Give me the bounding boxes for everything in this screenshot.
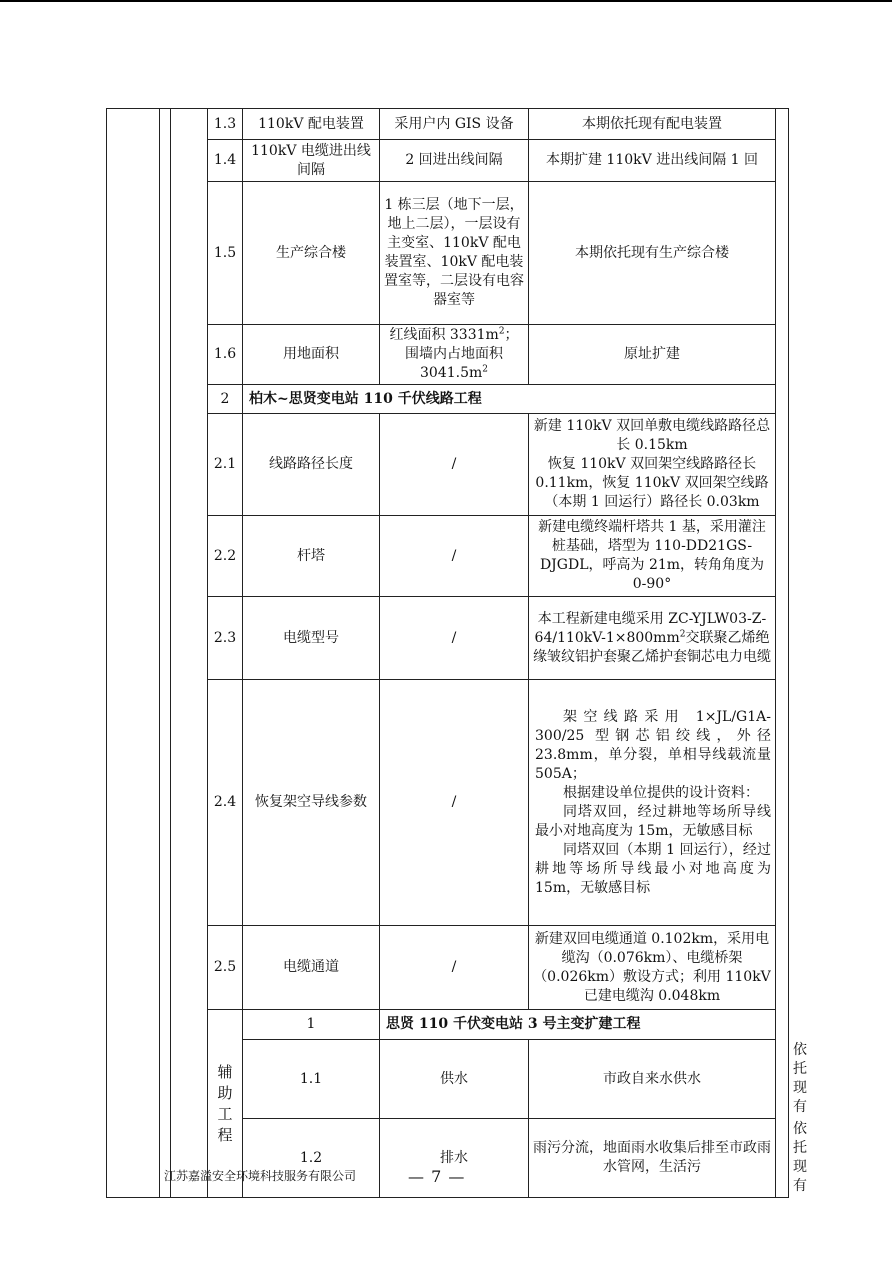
item-name: 供水 bbox=[380, 1040, 529, 1119]
row-number: 1.3 bbox=[208, 109, 243, 140]
plan-content bbox=[529, 414, 776, 516]
plan-content: 新建双回电缆通道 0.102km，采用电缆沟（0.076km）、电缆桥架（0.026km）敷设方式；利用 110kV 已建电缆沟 0.048km bbox=[529, 926, 776, 1010]
plan-content bbox=[529, 597, 776, 680]
item-name: 排水 bbox=[380, 1119, 529, 1198]
table-row: 1.1 供水 市政自来水供水 依托现有 bbox=[107, 1040, 789, 1119]
plan-paragraph: 根据建设单位提供的设计资料： bbox=[563, 784, 759, 801]
plan-content bbox=[529, 680, 776, 926]
superscript: 2 bbox=[679, 628, 686, 639]
cable-description: 交联聚乙烯绝缘皱纹铝护套聚乙烯护套铜芯电力电缆 bbox=[533, 629, 771, 665]
section-heading: 柏木~思贤变电站 110 千伏线路工程 bbox=[243, 385, 776, 414]
left-subcolumn-cell bbox=[160, 109, 171, 1198]
page-top-border bbox=[0, 0, 892, 2]
punct: ； bbox=[504, 327, 519, 343]
current-status bbox=[380, 325, 529, 385]
superscript: 2 bbox=[498, 326, 505, 337]
current-status: / bbox=[380, 516, 529, 597]
enclosed-area: 围墙内占地面积 3041.5m bbox=[405, 346, 503, 381]
item-name: 杆塔 bbox=[243, 516, 380, 597]
plan-content: 本期依托现有配电装置 bbox=[529, 109, 776, 140]
current-status: 雨污分流，地面雨水收集后排至市政雨水管网，生活污 bbox=[529, 1119, 776, 1198]
plan-content: 本期扩建 110kV 进出线间隔 1 回 bbox=[529, 140, 776, 182]
table-row bbox=[107, 1010, 789, 1040]
plan-content: 原址扩建 bbox=[529, 325, 776, 385]
red-line-area: 红线面积 3331m bbox=[389, 327, 499, 343]
table-row bbox=[107, 325, 789, 385]
row-number: 1 bbox=[243, 1010, 380, 1040]
row-number: 2.4 bbox=[208, 680, 243, 926]
plan-paragraph: 架空线路采用 1×JL/G1A-300/25 型钢芯铝绞线，外径 23.8mm，单分裂，单相导线载流量 505A； bbox=[535, 708, 771, 782]
row-number: 2.3 bbox=[208, 597, 243, 680]
section-spacer-cell bbox=[171, 109, 208, 1198]
cable-model: 本工程新建电缆采用 ZC-YJLW03-Z-64/110kV-1×800mm bbox=[534, 610, 767, 646]
item-name: 生产综合楼 bbox=[243, 182, 380, 325]
row-number: 1.2 bbox=[243, 1119, 380, 1198]
item-name: 110kV 电缆进出线间隔 bbox=[243, 140, 380, 182]
item-name: 110kV 配电装置 bbox=[243, 109, 380, 140]
current-status: 采用户内 GIS 设备 bbox=[380, 109, 529, 140]
left-category-cell bbox=[107, 109, 160, 1198]
item-name: 电缆型号 bbox=[243, 597, 380, 680]
table-row bbox=[107, 680, 789, 926]
current-status: / bbox=[380, 414, 529, 516]
superscript: 2 bbox=[482, 364, 488, 375]
row-number: 1.1 bbox=[243, 1040, 380, 1119]
current-status: 1 栋三层（地下一层，地上二层），一层设有主变室、110kV 配电装置室、10kV 配电装置室等，二层设有电容器室等 bbox=[380, 182, 529, 325]
row-number: 1.6 bbox=[208, 325, 243, 385]
row-number: 2.2 bbox=[208, 516, 243, 597]
row-number: 1.5 bbox=[208, 182, 243, 325]
row-number: 2.5 bbox=[208, 926, 243, 1010]
current-status: 市政自来水供水 bbox=[529, 1040, 776, 1119]
row-number: 2.1 bbox=[208, 414, 243, 516]
table-row: 1.2 排水 雨污分流，地面雨水收集后排至市政雨水管网，生活污 依托现有 bbox=[107, 1119, 789, 1198]
footer-company: 江苏嘉溢安全环境科技服务有限公司 bbox=[164, 1169, 357, 1183]
table-row bbox=[107, 597, 789, 680]
row-number: 2 bbox=[208, 385, 243, 414]
plan-content: 新建电缆终端杆塔共 1 基，采用灌注桩基础，塔型为 110-DD21GS-DJGDL，呼高为 21m，转角角度为 0-90° bbox=[529, 516, 776, 597]
item-name: 恢复架空导线参数 bbox=[243, 680, 380, 926]
project-composition-table bbox=[106, 108, 807, 1198]
table-row bbox=[107, 140, 789, 182]
table-row bbox=[107, 516, 789, 597]
item-name: 线路路径长度 bbox=[243, 414, 380, 516]
table-row bbox=[107, 182, 789, 325]
table-row bbox=[107, 414, 789, 516]
table-row bbox=[107, 109, 789, 140]
plan-line: 恢复 110kV 双回架空线路路径长 0.11km，恢复 110kV 双回架空线路（本期 1 回运行）路径长 0.03km bbox=[535, 456, 769, 510]
current-status: / bbox=[380, 680, 529, 926]
current-status: / bbox=[380, 597, 529, 680]
auxiliary-category: 辅助工程 bbox=[208, 1010, 243, 1198]
row-number: 1.4 bbox=[208, 140, 243, 182]
item-name: 电缆通道 bbox=[243, 926, 380, 1010]
table-row bbox=[107, 926, 789, 1010]
page-number: — 7 — bbox=[408, 1167, 466, 1186]
section-heading: 思贤 110 千伏变电站 3 号主变扩建工程 bbox=[380, 1010, 789, 1040]
table-row bbox=[107, 385, 789, 414]
plan-line: 新建 110kV 双回单敷电缆线路路径总长 0.15km bbox=[533, 418, 771, 453]
item-name: 用地面积 bbox=[243, 325, 380, 385]
current-status: / bbox=[380, 926, 529, 1010]
plan-paragraph: 同塔双回，经过耕地等场所导线最小对地高度为 15m，无敏感目标 bbox=[535, 803, 771, 839]
plan-content: 本期依托现有生产综合楼 bbox=[529, 182, 776, 325]
plan-paragraph: 同塔双回（本期 1 回运行），经过耕地等场所导线最小对地高度为 15m，无敏感目标 bbox=[535, 841, 771, 896]
current-status: 2 回进出线间隔 bbox=[380, 140, 529, 182]
